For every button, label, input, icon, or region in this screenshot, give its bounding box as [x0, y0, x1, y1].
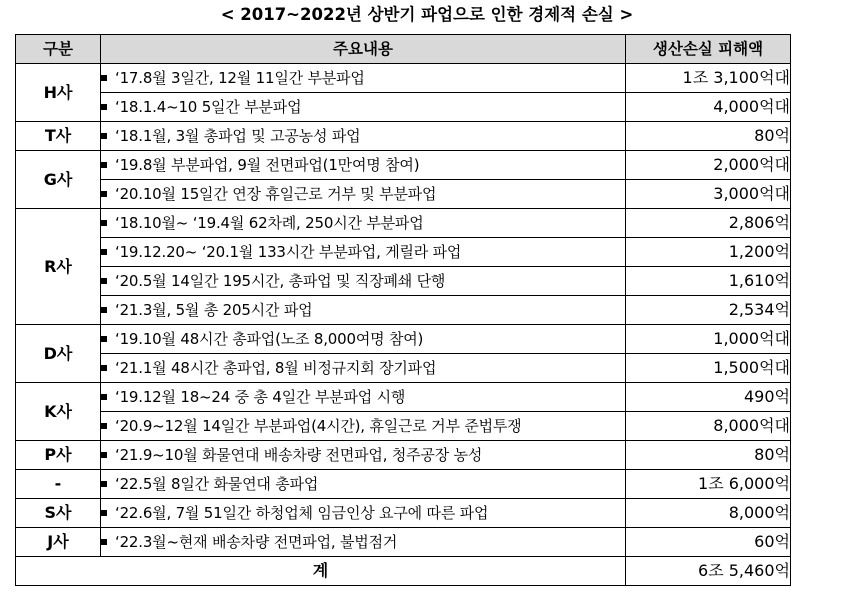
loss-amount-cell: 1,610억 — [626, 267, 791, 296]
description-text: ‘20.5월 14일간 195시간, 총파업 및 직장폐쇄 단행 — [115, 272, 446, 290]
table-row — [16, 238, 791, 267]
description-cell — [101, 354, 626, 383]
table-body — [16, 64, 791, 586]
loss-amount-cell: 1조 3,100억대 — [626, 64, 791, 93]
total-label: 계 — [16, 557, 626, 586]
loss-amount-cell: 60억 — [626, 528, 791, 557]
table-row — [16, 354, 791, 383]
description-text: ‘19.8월 부분파업, 9월 전면파업(1만여명 참여) — [115, 156, 420, 174]
description-text: ‘20.9~12월 14일간 부분파업(4시간), 휴일근로 거부 준법투쟁 — [115, 417, 522, 435]
description-cell — [101, 122, 626, 151]
loss-amount-cell: 8,000억대 — [626, 412, 791, 441]
description-text: ‘17.8월 3일간, 12월 11일간 부분파업 — [115, 69, 365, 87]
loss-amount-cell: 2,000억대 — [626, 151, 791, 180]
description-cell — [101, 64, 626, 93]
table-row — [16, 383, 791, 412]
loss-amount-cell: 4,000억대 — [626, 93, 791, 122]
company-cell: S사 — [16, 499, 101, 528]
square-bullet-icon — [101, 307, 107, 313]
total-amount: 6조 5,460억 — [626, 557, 791, 586]
company-cell: - — [16, 470, 101, 499]
description-text: ‘18.10월~ ‘19.4월 62차례, 250시간 부분파업 — [115, 214, 424, 232]
description-text: ‘20.10월 15일간 연장 휴일근로 거부 및 부분파업 — [115, 185, 437, 203]
economic-loss-table — [15, 34, 791, 586]
square-bullet-icon — [101, 220, 107, 226]
table-row — [16, 267, 791, 296]
loss-amount-cell: 2,806억 — [626, 209, 791, 238]
company-cell: J사 — [16, 528, 101, 557]
description-cell — [101, 238, 626, 267]
square-bullet-icon — [101, 365, 107, 371]
header-company: 구분 — [16, 35, 101, 64]
description-cell — [101, 412, 626, 441]
loss-amount-cell: 1,000억대 — [626, 325, 791, 354]
square-bullet-icon — [101, 481, 107, 487]
table-row — [16, 64, 791, 93]
description-text: ‘21.1월 48시간 총파업, 8월 비정규지회 장기파업 — [115, 359, 437, 377]
description-cell — [101, 93, 626, 122]
company-cell: H사 — [16, 64, 101, 122]
loss-amount-cell: 8,000억 — [626, 499, 791, 528]
square-bullet-icon — [101, 336, 107, 342]
page-title: < 2017~2022년 상반기 파업으로 인한 경제적 손실 > — [220, 5, 634, 24]
square-bullet-icon — [101, 394, 107, 400]
description-text: ‘18.1월, 3월 총파업 및 고공농성 파업 — [115, 127, 361, 145]
table-row — [16, 93, 791, 122]
table-row — [16, 441, 791, 470]
table-row — [16, 209, 791, 238]
table-row — [16, 296, 791, 325]
square-bullet-icon — [101, 133, 107, 139]
square-bullet-icon — [101, 423, 107, 429]
loss-amount-cell: 3,000억대 — [626, 180, 791, 209]
loss-amount-cell: 80억 — [626, 122, 791, 151]
description-text: ‘19.12월 18~24 중 총 4일간 부분파업 시행 — [115, 388, 406, 406]
table-row — [16, 180, 791, 209]
company-cell: G사 — [16, 151, 101, 209]
loss-amount-cell: 1조 6,000억 — [626, 470, 791, 499]
loss-amount-cell: 1,500억대 — [626, 354, 791, 383]
description-text: ‘19.10월 48시간 총파업(노조 8,000여명 참여) — [115, 330, 424, 348]
company-cell: P사 — [16, 441, 101, 470]
square-bullet-icon — [101, 191, 107, 197]
square-bullet-icon — [101, 539, 107, 545]
square-bullet-icon — [101, 162, 107, 168]
square-bullet-icon — [101, 452, 107, 458]
company-cell: R사 — [16, 209, 101, 325]
description-text: ‘19.12.20~ ‘20.1월 133시간 부분파업, 게릴라 파업 — [115, 243, 462, 261]
description-text: ‘22.3월~현재 배송차량 전면파업, 불법점거 — [115, 533, 398, 551]
description-text: ‘22.6월, 7월 51일간 하청업체 임금인상 요구에 따른 파업 — [115, 504, 489, 522]
table-row — [16, 325, 791, 354]
table-row — [16, 499, 791, 528]
description-cell — [101, 470, 626, 499]
description-cell — [101, 499, 626, 528]
square-bullet-icon — [101, 249, 107, 255]
header-content: 주요내용 — [101, 35, 626, 64]
square-bullet-icon — [101, 278, 107, 284]
header-amount: 생산손실 피해액 — [626, 35, 791, 64]
table-row — [16, 122, 791, 151]
description-cell — [101, 296, 626, 325]
description-text: ‘18.1.4~10 5일간 부분파업 — [115, 98, 302, 116]
table-row — [16, 470, 791, 499]
description-cell — [101, 325, 626, 354]
company-cell: K사 — [16, 383, 101, 441]
description-cell — [101, 180, 626, 209]
company-cell: D사 — [16, 325, 101, 383]
table-row — [16, 528, 791, 557]
loss-amount-cell: 80억 — [626, 441, 791, 470]
description-text: ‘21.3월, 5월 총 205시간 파업 — [115, 301, 313, 319]
table-header-row — [16, 35, 791, 64]
description-text: ‘21.9~10월 화물연대 배송차량 전면파업, 청주공장 농성 — [115, 446, 483, 464]
description-cell — [101, 528, 626, 557]
table-row — [16, 412, 791, 441]
description-cell — [101, 209, 626, 238]
loss-amount-cell: 1,200억 — [626, 238, 791, 267]
loss-amount-cell: 2,534억 — [626, 296, 791, 325]
description-cell — [101, 383, 626, 412]
square-bullet-icon — [101, 75, 107, 81]
total-row — [16, 557, 791, 586]
square-bullet-icon — [101, 510, 107, 516]
table-row — [16, 151, 791, 180]
description-cell — [101, 151, 626, 180]
description-text: ‘22.5월 8일간 화물연대 총파업 — [115, 475, 319, 493]
company-cell: T사 — [16, 122, 101, 151]
square-bullet-icon — [101, 104, 107, 110]
description-cell — [101, 267, 626, 296]
description-cell — [101, 441, 626, 470]
loss-amount-cell: 490억 — [626, 383, 791, 412]
